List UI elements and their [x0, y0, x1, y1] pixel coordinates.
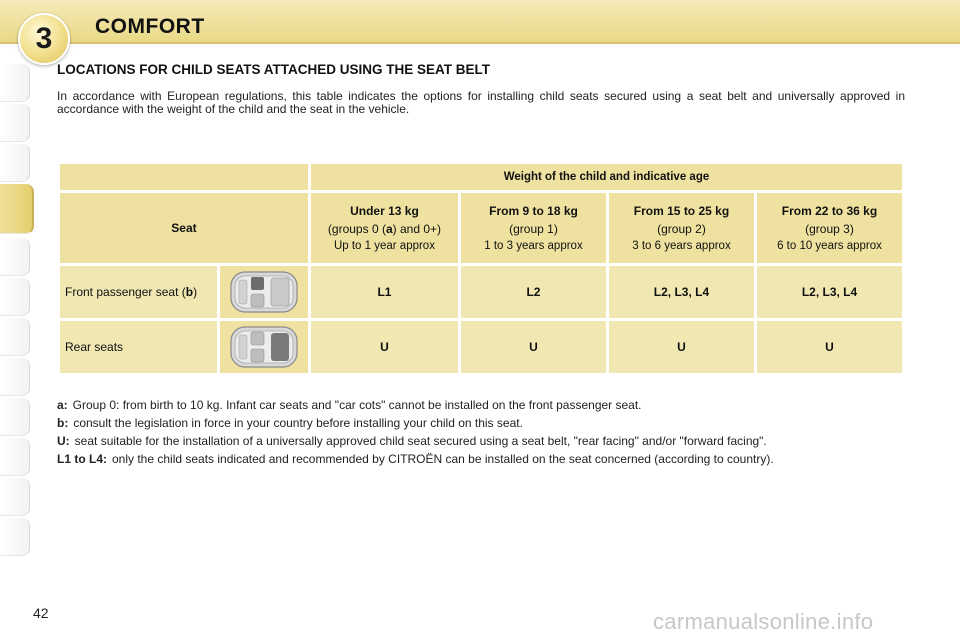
intro-paragraph: In accordance with European regulations, this table indicates the options for installing child seats secured using a seat belt and universally approved in accordance with the weight of the child and the seat in the vehicle. — [57, 89, 905, 116]
table-row-front-passenger — [60, 266, 902, 318]
section-title: LOCATIONS FOR CHILD SEATS ATTACHED USING THE SEAT BELT — [57, 62, 490, 77]
row-value: U — [609, 321, 754, 373]
chapter-tabs — [0, 64, 32, 574]
footnote-key: L1 to L4: — [57, 452, 107, 466]
chapter-tab-1[interactable] — [0, 64, 30, 102]
watermark: carmanualsonline.info — [653, 609, 874, 634]
row-seat-picture-cell — [220, 266, 308, 318]
chapter-tab-8[interactable] — [0, 398, 30, 436]
chapter-tab-7[interactable] — [0, 358, 30, 396]
column-header-group-0 — [311, 193, 458, 263]
column-weight: From 15 to 25 kg — [633, 204, 730, 218]
column-weight: Under 13 kg — [350, 204, 419, 218]
page-number: 42 — [33, 605, 49, 621]
column-group: (group 1) — [509, 222, 558, 236]
chapter-tab-3-empty[interactable] — [0, 144, 30, 182]
seat-column-header — [60, 193, 308, 263]
footnote-text: seat suitable for the installation of a universally approved child seat secured using a seat belt, "rear facing" and/or "forward facing". — [74, 434, 767, 448]
chapter-number-badge: 3 — [18, 13, 70, 65]
column-age: 1 to 3 years approx — [484, 240, 583, 252]
footnote-a — [57, 399, 905, 412]
row-value: U — [757, 321, 902, 373]
row-seat-name: Rear seats — [60, 321, 217, 373]
chapter-tab-5[interactable] — [0, 278, 30, 316]
column-group: (groups 0 (a) and 0+) — [327, 222, 442, 236]
column-weight: From 22 to 36 kg — [781, 204, 878, 218]
column-header-group-3 — [757, 193, 902, 263]
row-seat-name: Front passenger seat (b) — [60, 266, 217, 318]
table-row-rear-seats — [60, 321, 902, 373]
column-group: (group 3) — [805, 222, 854, 236]
row-seat-picture-cell — [220, 321, 308, 373]
table-caption-spacer — [60, 164, 308, 190]
footnote-text: Group 0: from birth to 10 kg. Infant car seats and "car cots" cannot be installed on the front passenger seat. — [72, 398, 642, 412]
column-header-group-1 — [461, 193, 606, 263]
row-value: U — [461, 321, 606, 373]
footnote-key: b: — [57, 416, 69, 430]
chapter-tab-4[interactable] — [0, 238, 30, 276]
footnote-u — [57, 435, 905, 448]
chapter-title: COMFORT — [95, 15, 205, 38]
column-age: Up to 1 year approx — [333, 240, 435, 252]
row-value: U — [311, 321, 458, 373]
table-caption: Weight of the child and indicative age — [311, 164, 902, 190]
footnote-text: consult the legislation in force in your country before installing your child on this seat. — [73, 416, 523, 430]
chapter-tab-10[interactable] — [0, 478, 30, 516]
footnote-text: only the child seats indicated and recommended by CITROËN can be installed on the seat concerned (according to country). — [112, 452, 774, 466]
car-rear-seats-diagram-icon — [229, 325, 299, 369]
child-seat-table — [57, 161, 905, 376]
footnote-key: a: — [57, 398, 68, 412]
footnote-b — [57, 417, 905, 430]
car-front-seat-diagram-icon — [229, 270, 299, 314]
chapter-tab-11[interactable] — [0, 518, 30, 556]
column-weight: From 9 to 18 kg — [489, 204, 578, 218]
column-age: 6 to 10 years approx — [777, 240, 882, 252]
row-value: L2 — [461, 266, 606, 318]
column-group: (group 2) — [657, 222, 706, 236]
chapter-tab-active[interactable] — [0, 184, 34, 234]
seat-header-label: Seat — [171, 221, 197, 235]
chapter-tab-6[interactable] — [0, 318, 30, 356]
footnote-l1-l4 — [57, 453, 905, 466]
row-value: L2, L3, L4 — [609, 266, 754, 318]
chapter-tab-2[interactable] — [0, 104, 30, 142]
row-value: L1 — [311, 266, 458, 318]
footnotes — [57, 399, 905, 471]
chapter-tab-9[interactable] — [0, 438, 30, 476]
footnote-key: U: — [57, 434, 70, 448]
column-header-group-2 — [609, 193, 754, 263]
column-age: 3 to 6 years approx — [632, 240, 731, 252]
row-value: L2, L3, L4 — [757, 266, 902, 318]
